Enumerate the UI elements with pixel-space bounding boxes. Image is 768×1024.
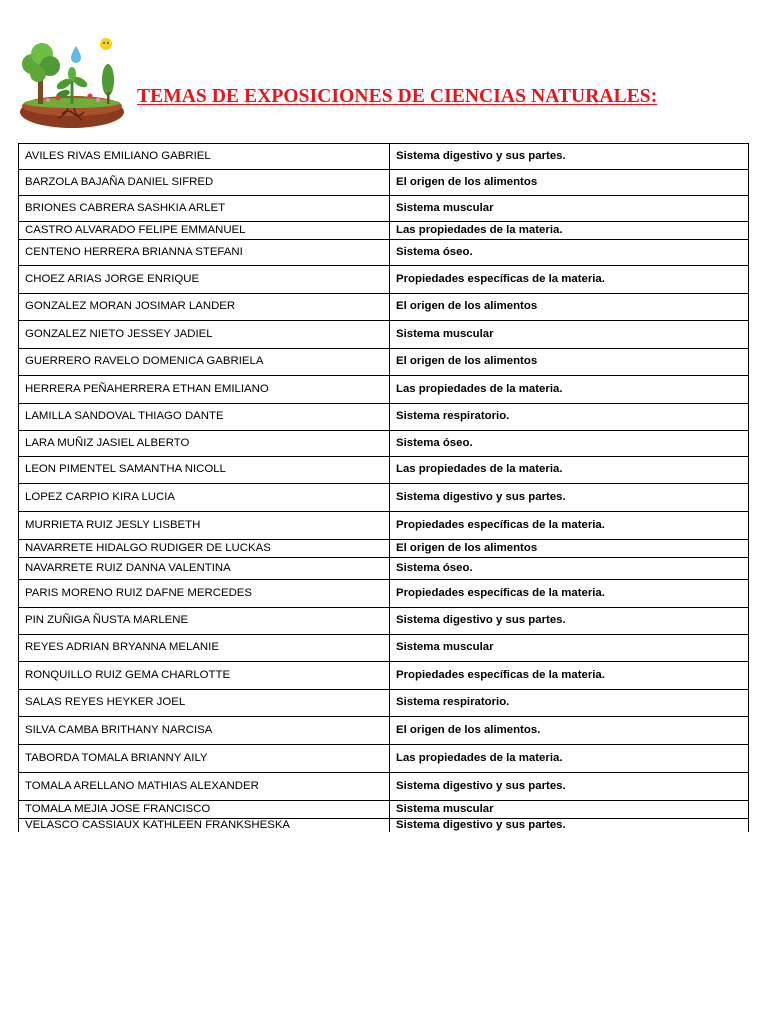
student-name: NAVARRETE HIDALGO RUDIGER DE LUCKAS	[19, 540, 390, 558]
page-title: TEMAS DE EXPOSICIONES DE CIENCIAS NATURALES:	[137, 86, 658, 107]
student-name: SALAS REYES HEYKER JOEL	[19, 690, 390, 717]
exposition-topic: Las propiedades de la materia.	[390, 376, 749, 404]
student-name: LOPEZ CARPIO KIRA LUCIA	[19, 484, 390, 512]
student-name: LAMILLA SANDOVAL THIAGO DANTE	[19, 404, 390, 431]
table-row	[19, 540, 749, 558]
topics-table	[18, 143, 749, 832]
table-row	[19, 745, 749, 773]
table-row	[19, 635, 749, 662]
table-row	[19, 773, 749, 801]
exposition-topic: Sistema muscular	[390, 635, 749, 662]
student-name: CASTRO ALVARADO FELIPE EMMANUEL	[19, 222, 390, 240]
exposition-topic: Sistema muscular	[390, 321, 749, 349]
table-row	[19, 404, 749, 431]
table-row	[19, 484, 749, 512]
exposition-topic: Sistema respiratorio.	[390, 404, 749, 431]
student-name: TOMALA MEJIA JOSE FRANCISCO	[19, 801, 390, 819]
exposition-topic: El origen de los alimentos	[390, 540, 749, 558]
table-row	[19, 580, 749, 608]
student-name: GUERRERO RAVELO DOMENICA GABRIELA	[19, 349, 390, 376]
student-name: LARA MUÑIZ JASIEL ALBERTO	[19, 431, 390, 457]
student-name: SILVA CAMBA BRITHANY NARCISA	[19, 717, 390, 745]
table-row	[19, 690, 749, 717]
table-row	[19, 321, 749, 349]
exposition-topic: Sistema muscular	[390, 801, 749, 819]
exposition-topic: Propiedades específicas de la materia.	[390, 266, 749, 294]
student-name: BRIONES CABRERA SASHKIA ARLET	[19, 196, 390, 222]
student-name: MURRIETA RUIZ JESLY LISBETH	[19, 512, 390, 540]
exposition-topic: Sistema óseo.	[390, 431, 749, 457]
exposition-topic: Sistema digestivo y sus partes.	[390, 773, 749, 801]
table-row	[19, 144, 749, 170]
exposition-topic: Propiedades específicas de la materia.	[390, 662, 749, 690]
exposition-topic: Propiedades específicas de la materia.	[390, 512, 749, 540]
exposition-topic: Sistema digestivo y sus partes.	[390, 819, 749, 832]
student-name: AVILES RIVAS EMILIANO GABRIEL	[19, 144, 390, 170]
table-row	[19, 801, 749, 819]
table-row	[19, 431, 749, 457]
table-row	[19, 196, 749, 222]
exposition-topic: Sistema digestivo y sus partes.	[390, 484, 749, 512]
table-row	[19, 240, 749, 266]
student-name: LEON PIMENTEL SAMANTHA NICOLL	[19, 457, 390, 484]
table-row	[19, 512, 749, 540]
table-row	[19, 222, 749, 240]
student-name: CHOEZ ARIAS JORGE ENRIQUE	[19, 266, 390, 294]
student-name: TOMALA ARELLANO MATHIAS ALEXANDER	[19, 773, 390, 801]
student-name: VELASCO CASSIAUX KATHLEEN FRANKSHESKA	[19, 819, 390, 832]
exposition-topic: Sistema óseo.	[390, 558, 749, 580]
exposition-topic: El origen de los alimentos	[390, 349, 749, 376]
table-row	[19, 662, 749, 690]
exposition-topic: Las propiedades de la materia.	[390, 457, 749, 484]
student-name: RONQUILLO RUIZ GEMA CHARLOTTE	[19, 662, 390, 690]
table-row	[19, 608, 749, 635]
table-row	[19, 266, 749, 294]
exposition-topic: Sistema digestivo y sus partes.	[390, 144, 749, 170]
student-name: BARZOLA BAJAÑA DANIEL SIFRED	[19, 170, 390, 196]
table-row	[19, 294, 749, 321]
table-row	[19, 717, 749, 745]
exposition-topic: Las propiedades de la materia.	[390, 222, 749, 240]
student-name: GONZALEZ NIETO JESSEY JADIEL	[19, 321, 390, 349]
student-name: PIN ZUÑIGA ÑUSTA MARLENE	[19, 608, 390, 635]
student-name: NAVARRETE RUIZ DANNA VALENTINA	[19, 558, 390, 580]
table-row	[19, 349, 749, 376]
exposition-topic: Sistema muscular	[390, 196, 749, 222]
plant-nature-logo	[18, 34, 126, 130]
exposition-topic: El origen de los alimentos	[390, 170, 749, 196]
exposition-topic: Las propiedades de la materia.	[390, 745, 749, 773]
exposition-topic: Sistema digestivo y sus partes.	[390, 608, 749, 635]
topics-table-body	[19, 144, 749, 832]
exposition-topic: El origen de los alimentos	[390, 294, 749, 321]
exposition-topic: Propiedades específicas de la materia.	[390, 580, 749, 608]
student-name: PARIS MORENO RUIZ DAFNE MERCEDES	[19, 580, 390, 608]
student-name: HERRERA PEÑAHERRERA ETHAN EMILIANO	[19, 376, 390, 404]
exposition-topic: Sistema respiratorio.	[390, 690, 749, 717]
table-row	[19, 457, 749, 484]
student-name: CENTENO HERRERA BRIANNA STEFANI	[19, 240, 390, 266]
table-row	[19, 376, 749, 404]
student-name: GONZALEZ MORAN JOSIMAR LANDER	[19, 294, 390, 321]
exposition-topic: El origen de los alimentos.	[390, 717, 749, 745]
student-name: REYES ADRIAN BRYANNA MELANIE	[19, 635, 390, 662]
table-row	[19, 819, 749, 832]
table-row	[19, 558, 749, 580]
student-name: TABORDA TOMALA BRIANNY AILY	[19, 745, 390, 773]
exposition-topic: Sistema óseo.	[390, 240, 749, 266]
table-row	[19, 170, 749, 196]
